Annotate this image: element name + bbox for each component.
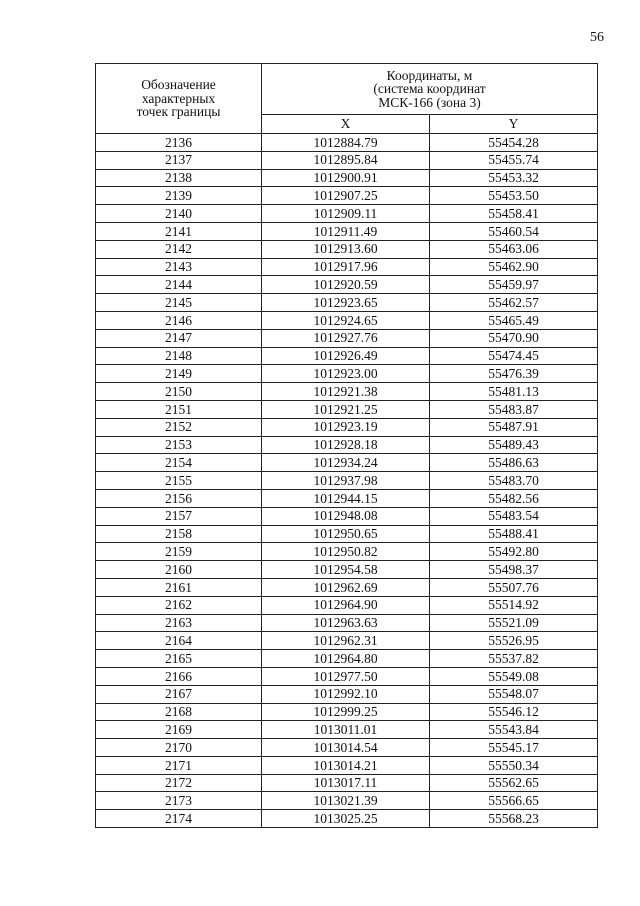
point-cell: 2154 (96, 454, 262, 472)
y-cell: 55487.91 (430, 418, 598, 436)
x-cell: 1012911.49 (262, 222, 430, 240)
x-cell: 1012964.90 (262, 596, 430, 614)
table-row (96, 294, 598, 312)
table-row (96, 561, 598, 579)
point-cell: 2172 (96, 774, 262, 792)
x-cell: 1013021.39 (262, 792, 430, 810)
x-cell: 1012992.10 (262, 685, 430, 703)
y-cell: 55507.76 (430, 578, 598, 596)
point-cell: 2153 (96, 436, 262, 454)
y-cell: 55458.41 (430, 205, 598, 223)
table-row (96, 756, 598, 774)
coord-header-line-3: МСК-166 (зона 3) (378, 94, 481, 110)
x-cell: 1012999.25 (262, 703, 430, 721)
table-row (96, 596, 598, 614)
x-cell: 1012913.60 (262, 240, 430, 258)
table-row (96, 347, 598, 365)
y-cell: 55462.57 (430, 294, 598, 312)
y-cell: 55453.32 (430, 169, 598, 187)
y-cell: 55488.41 (430, 525, 598, 543)
point-cell: 2162 (96, 596, 262, 614)
page-number: 56 (590, 30, 604, 45)
table-row (96, 187, 598, 205)
y-cell: 55498.37 (430, 561, 598, 579)
point-cell: 2156 (96, 489, 262, 507)
point-cell: 2136 (96, 134, 262, 152)
x-cell: 1013011.01 (262, 721, 430, 739)
table-body (96, 134, 598, 828)
y-cell: 55566.65 (430, 792, 598, 810)
point-cell: 2148 (96, 347, 262, 365)
point-cell: 2146 (96, 311, 262, 329)
point-cell: 2151 (96, 400, 262, 418)
x-cell: 1013014.21 (262, 756, 430, 774)
x-cell: 1013017.11 (262, 774, 430, 792)
table-header (96, 64, 598, 134)
y-cell: 55482.56 (430, 489, 598, 507)
x-cell: 1012950.82 (262, 543, 430, 561)
point-cell: 2158 (96, 525, 262, 543)
point-cell: 2167 (96, 685, 262, 703)
table-row (96, 276, 598, 294)
y-cell: 55476.39 (430, 365, 598, 383)
point-cell: 2170 (96, 739, 262, 757)
y-column-header: Y (430, 115, 598, 134)
point-cell: 2150 (96, 383, 262, 401)
table-row (96, 383, 598, 401)
table-row (96, 774, 598, 792)
x-cell: 1012937.98 (262, 472, 430, 490)
point-cell: 2169 (96, 721, 262, 739)
point-designation-header (96, 64, 262, 134)
table-row (96, 134, 598, 152)
point-cell: 2152 (96, 418, 262, 436)
table-row (96, 222, 598, 240)
y-cell: 55483.54 (430, 507, 598, 525)
x-cell: 1013025.25 (262, 810, 430, 828)
point-cell: 2140 (96, 205, 262, 223)
x-cell: 1012917.96 (262, 258, 430, 276)
point-cell: 2161 (96, 578, 262, 596)
x-cell: 1012923.65 (262, 294, 430, 312)
y-cell: 55465.49 (430, 311, 598, 329)
point-cell: 2165 (96, 650, 262, 668)
x-column-header: X (262, 115, 430, 134)
y-cell: 55537.82 (430, 650, 598, 668)
table-row (96, 739, 598, 757)
point-cell: 2157 (96, 507, 262, 525)
table-row (96, 525, 598, 543)
y-cell: 55548.07 (430, 685, 598, 703)
x-cell: 1012920.59 (262, 276, 430, 294)
x-cell: 1012954.58 (262, 561, 430, 579)
point-cell: 2143 (96, 258, 262, 276)
table-row (96, 507, 598, 525)
table-row (96, 436, 598, 454)
table-row (96, 472, 598, 490)
point-cell: 2166 (96, 667, 262, 685)
x-cell: 1012924.65 (262, 311, 430, 329)
point-cell: 2147 (96, 329, 262, 347)
point-cell: 2159 (96, 543, 262, 561)
y-cell: 55459.97 (430, 276, 598, 294)
point-cell: 2145 (96, 294, 262, 312)
x-cell: 1013014.54 (262, 739, 430, 757)
coordinates-header (262, 64, 598, 115)
table-row (96, 578, 598, 596)
coordinates-table (95, 63, 598, 828)
x-cell: 1012900.91 (262, 169, 430, 187)
x-cell: 1012907.25 (262, 187, 430, 205)
table-row (96, 721, 598, 739)
point-cell: 2142 (96, 240, 262, 258)
table-row (96, 650, 598, 668)
y-cell: 55545.17 (430, 739, 598, 757)
y-cell: 55562.65 (430, 774, 598, 792)
y-cell: 55463.06 (430, 240, 598, 258)
y-cell: 55470.90 (430, 329, 598, 347)
point-cell: 2155 (96, 472, 262, 490)
x-cell: 1012895.84 (262, 151, 430, 169)
point-cell: 2171 (96, 756, 262, 774)
table-row (96, 614, 598, 632)
y-cell: 55453.50 (430, 187, 598, 205)
y-cell: 55455.74 (430, 151, 598, 169)
table-row (96, 205, 598, 223)
point-cell: 2174 (96, 810, 262, 828)
x-cell: 1012921.38 (262, 383, 430, 401)
table-row (96, 543, 598, 561)
table-row (96, 258, 598, 276)
x-cell: 1012977.50 (262, 667, 430, 685)
y-cell: 55483.87 (430, 400, 598, 418)
y-cell: 55486.63 (430, 454, 598, 472)
table-row (96, 169, 598, 187)
y-cell: 55568.23 (430, 810, 598, 828)
table-row (96, 400, 598, 418)
table-row (96, 418, 598, 436)
x-cell: 1012964.80 (262, 650, 430, 668)
point-cell: 2168 (96, 703, 262, 721)
x-cell: 1012927.76 (262, 329, 430, 347)
x-cell: 1012944.15 (262, 489, 430, 507)
x-cell: 1012921.25 (262, 400, 430, 418)
y-cell: 55514.92 (430, 596, 598, 614)
x-cell: 1012948.08 (262, 507, 430, 525)
table-row (96, 454, 598, 472)
x-cell: 1012909.11 (262, 205, 430, 223)
table-row (96, 703, 598, 721)
x-cell: 1012884.79 (262, 134, 430, 152)
point-header-line-2: характерных (141, 90, 216, 106)
table-row (96, 667, 598, 685)
y-cell: 55489.43 (430, 436, 598, 454)
point-cell: 2164 (96, 632, 262, 650)
point-cell: 2144 (96, 276, 262, 294)
table-row (96, 685, 598, 703)
table-row (96, 329, 598, 347)
x-cell: 1012950.65 (262, 525, 430, 543)
table-row (96, 489, 598, 507)
table-row (96, 151, 598, 169)
x-cell: 1012962.31 (262, 632, 430, 650)
point-cell: 2139 (96, 187, 262, 205)
x-cell: 1012934.24 (262, 454, 430, 472)
table-row (96, 240, 598, 258)
point-cell: 2149 (96, 365, 262, 383)
point-cell: 2141 (96, 222, 262, 240)
point-cell: 2173 (96, 792, 262, 810)
x-cell: 1012962.69 (262, 578, 430, 596)
x-cell: 1012928.18 (262, 436, 430, 454)
x-cell: 1012963.63 (262, 614, 430, 632)
point-header-line-3: точек границы (136, 104, 221, 120)
point-cell: 2137 (96, 151, 262, 169)
y-cell: 55481.13 (430, 383, 598, 401)
x-cell: 1012923.19 (262, 418, 430, 436)
coord-header-line-1: Координаты, м (386, 67, 473, 83)
point-header-line-1: Обозначение (141, 77, 216, 93)
y-cell: 55543.84 (430, 721, 598, 739)
point-cell: 2163 (96, 614, 262, 632)
x-cell: 1012926.49 (262, 347, 430, 365)
table-row (96, 810, 598, 828)
x-cell: 1012923.00 (262, 365, 430, 383)
y-cell: 55546.12 (430, 703, 598, 721)
coord-header-line-2: (система координат (373, 81, 486, 97)
y-cell: 55521.09 (430, 614, 598, 632)
y-cell: 55454.28 (430, 134, 598, 152)
table-row (96, 632, 598, 650)
y-cell: 55474.45 (430, 347, 598, 365)
y-cell: 55483.70 (430, 472, 598, 490)
y-cell: 55492.80 (430, 543, 598, 561)
point-cell: 2138 (96, 169, 262, 187)
y-cell: 55550.34 (430, 756, 598, 774)
point-cell: 2160 (96, 561, 262, 579)
table-row (96, 365, 598, 383)
table-row (96, 792, 598, 810)
table-row (96, 311, 598, 329)
y-cell: 55460.54 (430, 222, 598, 240)
y-cell: 55549.08 (430, 667, 598, 685)
y-cell: 55526.95 (430, 632, 598, 650)
y-cell: 55462.90 (430, 258, 598, 276)
